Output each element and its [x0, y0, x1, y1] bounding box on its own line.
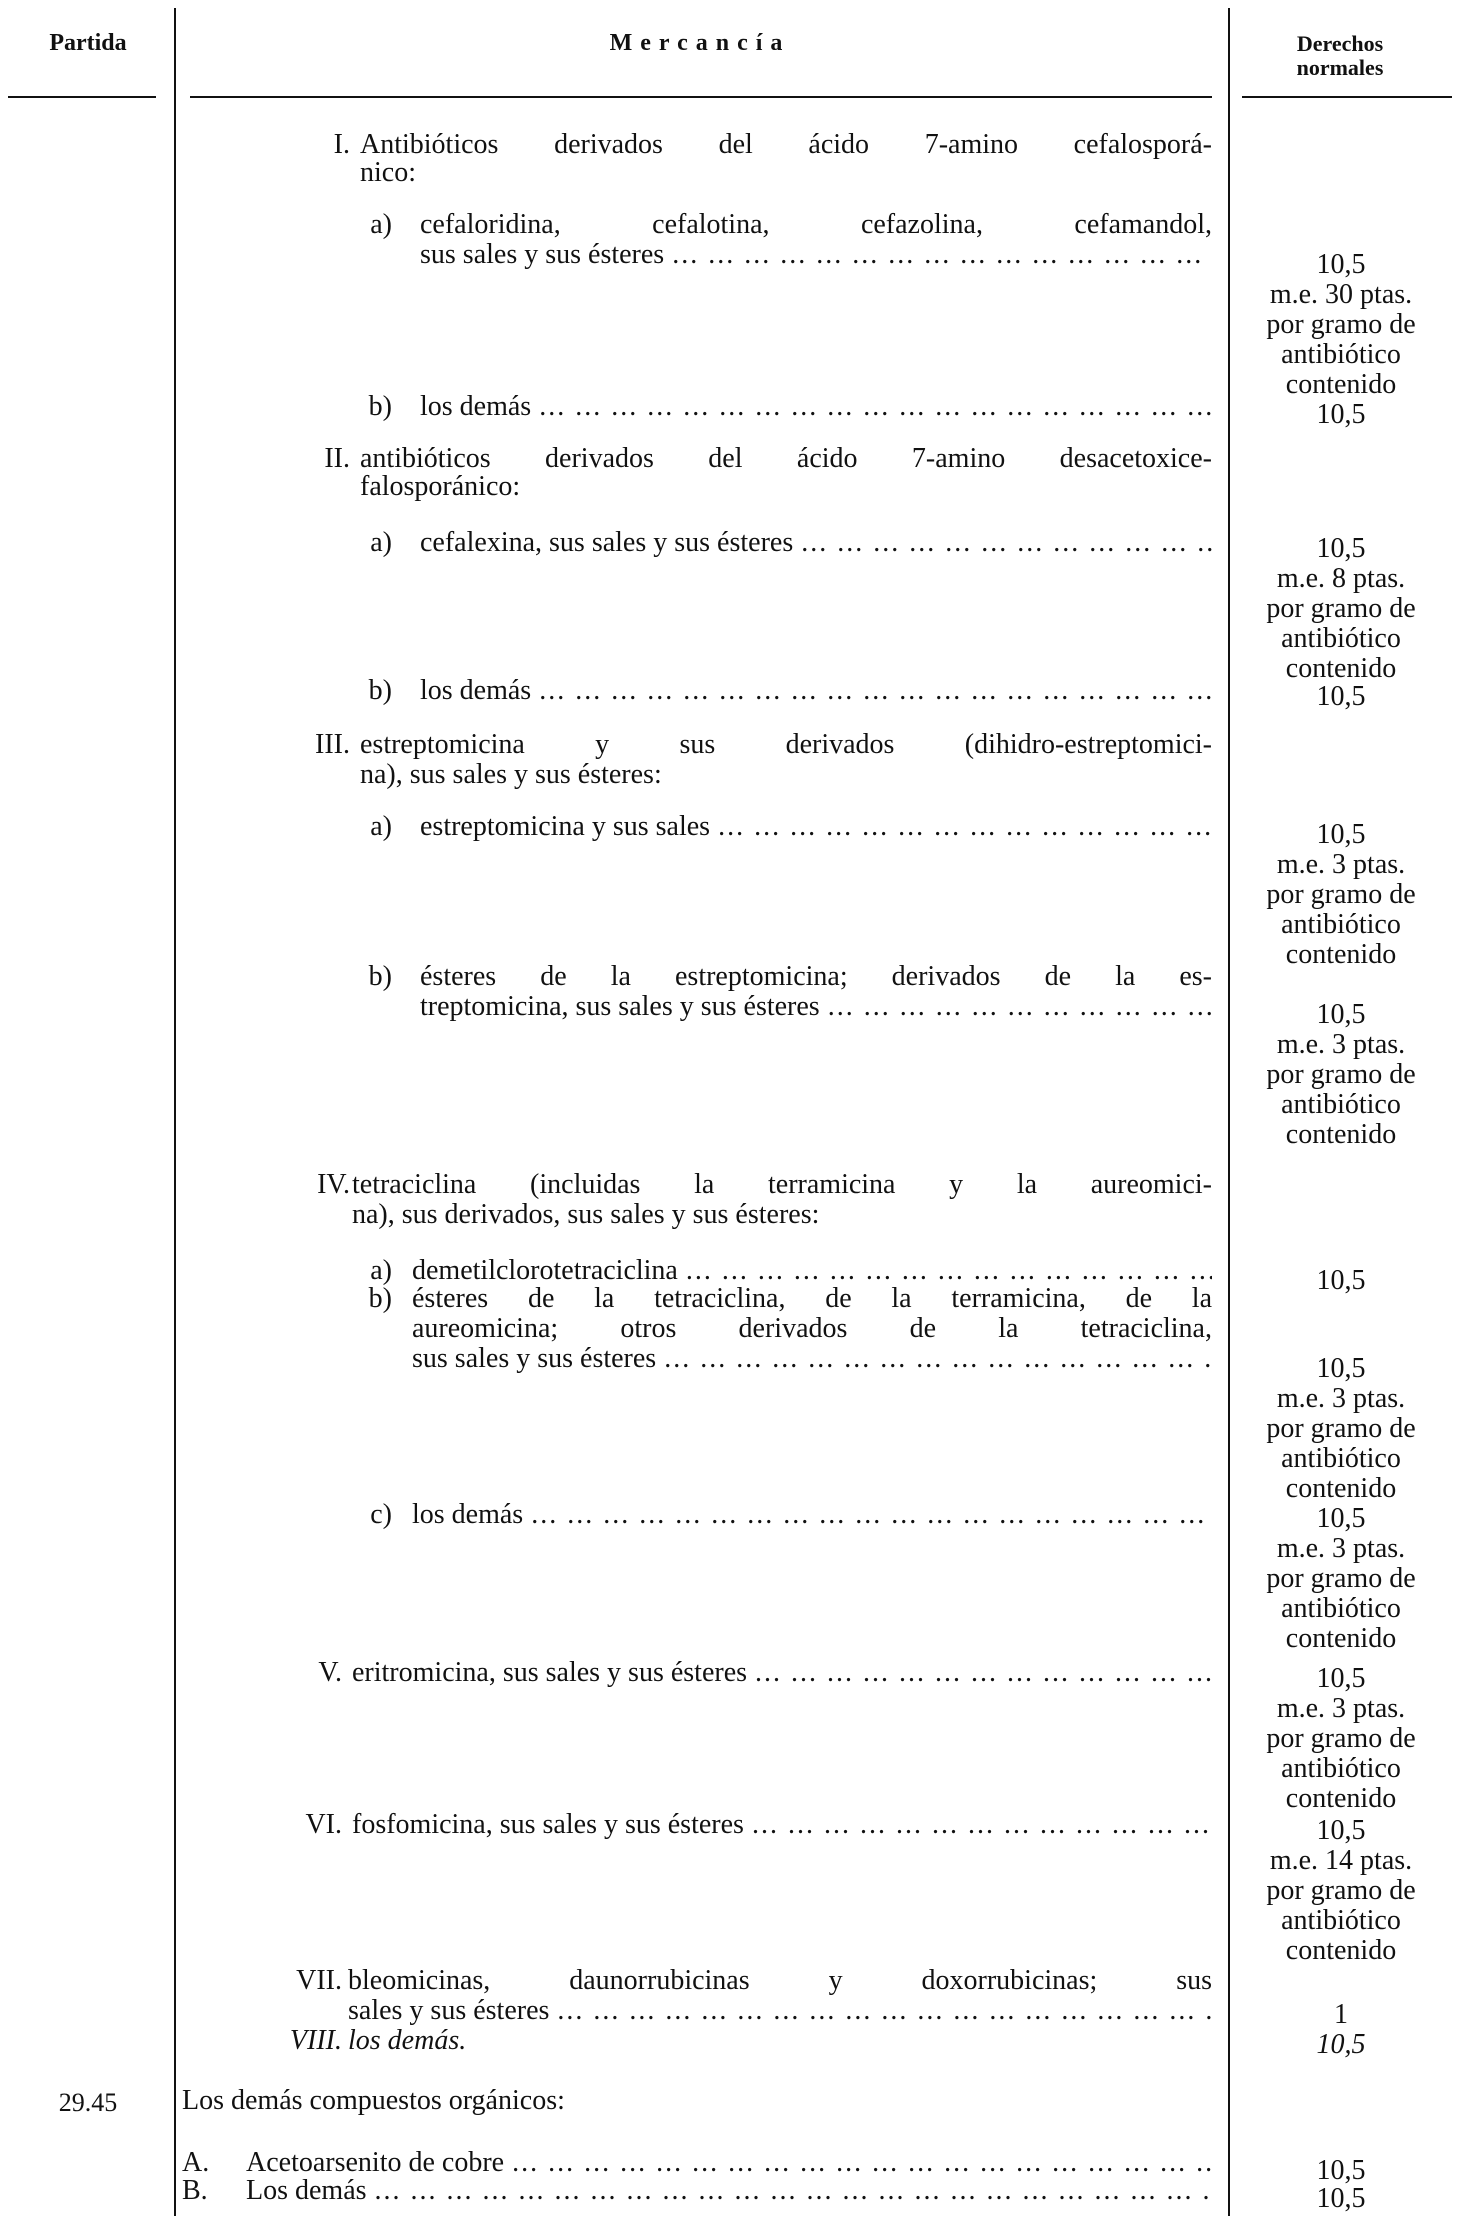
duty-line: antibiótico	[1281, 1753, 1401, 1784]
row-label-II: II.	[324, 443, 350, 474]
row-label-IVb: b)	[368, 1283, 392, 1314]
row-text-B-text: Los demás	[246, 2176, 367, 2206]
row-text-III-2: na), sus sales y sus ésteres:	[360, 760, 662, 790]
header-rule-partida	[8, 96, 156, 98]
derechos-header	[1240, 32, 1440, 80]
duty-line: 10,5	[1316, 1353, 1366, 1384]
row-label-VI: VI.	[305, 1809, 342, 1840]
duty-line: contenido	[1285, 1783, 1397, 1814]
row-label-IV: IV.	[317, 1169, 350, 1200]
duty-line: 10,5	[1316, 2029, 1366, 2060]
row-text-Ia-1: cefaloridina, cefalotina, cefazolina, cefamandol,	[420, 210, 1212, 240]
row-text-IIIb-1: ésteres de la estreptomicina; derivados de la es-	[420, 962, 1212, 992]
duty-line: antibiótico	[1281, 339, 1401, 370]
row-text-Ia-2-text: sus sales y sus ésteres	[420, 240, 665, 270]
duty-IVa	[1230, 1266, 1452, 1296]
row-label-VIII: VIII.	[289, 2025, 342, 2056]
duty-IIb	[1230, 682, 1452, 712]
dot-leader	[755, 1658, 1212, 1688]
header-rule-derechos	[1242, 96, 1452, 98]
duty-line: m.e. 3 ptas.	[1276, 1029, 1406, 1060]
row-text-Ia-2	[420, 240, 1212, 270]
row-text-IVb-2: aureomicina; otros derivados de la tetraciclina,	[412, 1314, 1212, 1344]
row-label-B: B.	[182, 2175, 208, 2206]
row-label-IIIa: a)	[370, 811, 392, 842]
row-label-I: I.	[333, 129, 350, 160]
row-label-IVc: c)	[370, 1499, 392, 1530]
duty-line: por gramo de	[1266, 309, 1416, 340]
duty-line: contenido	[1285, 653, 1397, 684]
duty-line: contenido	[1285, 1623, 1397, 1654]
row-label-A: A.	[182, 2147, 210, 2178]
row-label-Ib: b)	[368, 391, 392, 422]
row-text-IVb-3-text: sus sales y sus ésteres	[412, 1344, 657, 1374]
row-text-V-text: eritromicina, sus sales y sus ésteres	[352, 1658, 748, 1688]
dot-leader	[531, 1500, 1212, 1530]
row-label-III: III.	[315, 729, 350, 760]
header-rule-mercancia	[190, 96, 1212, 98]
duty-line: antibiótico	[1281, 909, 1401, 940]
dot-leader	[828, 992, 1212, 1022]
duty-IIa	[1230, 534, 1452, 684]
row-text-II-1: antibióticos derivados del ácido 7-amino desacetoxice-	[360, 444, 1212, 474]
duty-line: 10,5	[1316, 1265, 1366, 1296]
row-label-V: V.	[318, 1657, 342, 1688]
row-text-IIIa	[420, 812, 1212, 842]
duty-line: por gramo de	[1266, 593, 1416, 624]
row-text-IIIa-text: estreptomicina y sus sales	[420, 812, 711, 842]
dot-leader	[539, 676, 1212, 706]
duty-line: 10,5	[1316, 2183, 1366, 2214]
row-text-IVb-3	[412, 1344, 1212, 1374]
row-text-IVc	[412, 1500, 1212, 1530]
duty-line: m.e. 3 ptas.	[1276, 1693, 1406, 1724]
duty-line: m.e. 14 ptas.	[1269, 1845, 1413, 1876]
duty-VI	[1230, 1816, 1452, 1966]
duty-B	[1230, 2184, 1452, 2214]
row-text-IVb-1: ésteres de la tetraciclina, de la terramicina, de la	[412, 1284, 1212, 1314]
duty-Ib	[1230, 400, 1452, 430]
column-divider-left	[174, 8, 176, 2216]
dot-leader	[718, 812, 1212, 842]
mercancia-header: Mercancía	[609, 30, 791, 56]
row-text-IIb-text: los demás	[420, 676, 532, 706]
row-text-V	[352, 1658, 1212, 1688]
duty-line: 10,5	[1316, 1663, 1366, 1694]
row-text-II-2: falosporánico:	[360, 472, 521, 502]
dot-leader	[375, 2176, 1212, 2206]
duty-line: m.e. 8 ptas.	[1276, 563, 1406, 594]
row-text-Ib	[420, 392, 1212, 422]
duty-line: antibiótico	[1281, 1593, 1401, 1624]
duty-line: por gramo de	[1266, 1413, 1416, 1444]
duty-line: m.e. 30 ptas.	[1269, 279, 1413, 310]
duty-line: contenido	[1285, 1473, 1397, 1504]
duty-line: por gramo de	[1266, 879, 1416, 910]
duty-line: antibiótico	[1281, 1089, 1401, 1120]
row-text-IVa-text: demetilclorotetraciclina	[412, 1256, 678, 1286]
duty-line: 10,5	[1316, 399, 1366, 430]
duty-line: contenido	[1285, 1119, 1397, 1150]
row-text-IVc-text: los demás	[412, 1500, 524, 1530]
row-label-IIa: a)	[370, 527, 392, 558]
duty-line: m.e. 3 ptas.	[1276, 849, 1406, 880]
derechos-header-line1: Derechos	[1296, 31, 1384, 56]
duty-Ia	[1230, 250, 1452, 400]
duty-line: antibiótico	[1281, 1905, 1401, 1936]
duty-line: 10,5	[1316, 819, 1366, 850]
duty-line: 10,5	[1316, 681, 1366, 712]
duty-line: 10,5	[1316, 999, 1366, 1030]
row-text-III-1: estreptomicina y sus derivados (dihidro-estreptomici-	[360, 730, 1212, 760]
dot-leader	[672, 240, 1212, 270]
row-text-Ib-text: los demás	[420, 392, 532, 422]
duty-line: contenido	[1285, 939, 1397, 970]
row-text-IVa	[412, 1256, 1212, 1286]
duty-line: por gramo de	[1266, 1563, 1416, 1594]
duty-line: por gramo de	[1266, 1723, 1416, 1754]
duty-A	[1230, 2156, 1452, 2186]
dot-leader	[557, 1996, 1212, 2026]
dot-leader	[752, 1810, 1212, 1840]
row-text-B	[246, 2176, 1212, 2206]
duty-line: contenido	[1285, 1935, 1397, 1966]
duty-line: por gramo de	[1266, 1875, 1416, 1906]
duty-line: contenido	[1285, 369, 1397, 400]
row-label-VII: VII.	[296, 1965, 342, 1996]
row-text-VI-text: fosfomicina, sus sales y sus ésteres	[352, 1810, 744, 1840]
dot-leader	[664, 1344, 1212, 1374]
partida-header: Partida	[49, 30, 127, 56]
duty-IVc	[1230, 1504, 1452, 1654]
row-text-I-1: Antibióticos derivados del ácido 7-amino cefalosporá-	[360, 130, 1212, 160]
duty-V	[1230, 1664, 1452, 1814]
dot-leader	[801, 528, 1212, 558]
derechos-header-line2: normales	[1296, 55, 1384, 80]
row-label-IIIb: b)	[368, 961, 392, 992]
row-text-A-text: Acetoarsenito de cobre	[246, 2148, 505, 2178]
duty-line: 10,5	[1316, 1815, 1366, 1846]
row-label-IVa: a)	[370, 1255, 392, 1286]
duty-VII	[1230, 2000, 1452, 2030]
dot-leader	[512, 2148, 1212, 2178]
dot-leader	[686, 1256, 1212, 1286]
duty-line: 1	[1334, 1999, 1348, 2030]
row-text-IIa-text: cefalexina, sus sales y sus ésteres	[420, 528, 794, 558]
row-text-IIIb-2	[420, 992, 1212, 1022]
row-label-IIb: b)	[368, 675, 392, 706]
row-text-I-2: nico:	[360, 158, 416, 188]
duty-line: 10,5	[1316, 249, 1366, 280]
row-text-IIIb-2-text: treptomicina, sus sales y sus ésteres	[420, 992, 820, 1022]
partida-code-29-45: 29.45	[58, 2088, 118, 2117]
duty-line: antibiótico	[1281, 623, 1401, 654]
duty-line: m.e. 3 ptas.	[1276, 1383, 1406, 1414]
duty-line: por gramo de	[1266, 1059, 1416, 1090]
row-text-A	[246, 2148, 1212, 2178]
duty-line: antibiótico	[1281, 1443, 1401, 1474]
duty-IIIa	[1230, 820, 1452, 970]
duty-line: 10,5	[1316, 533, 1366, 564]
duty-IVb	[1230, 1354, 1452, 1504]
duty-IIIb	[1230, 1000, 1452, 1150]
row-text-VII-2-text: sales y sus ésteres	[348, 1996, 550, 2026]
row-text-VII-2	[348, 1996, 1212, 2026]
row-text-IIb	[420, 676, 1212, 706]
row-text-2945: Los demás compuestos orgánicos:	[182, 2086, 565, 2116]
row-text-VI	[352, 1810, 1212, 1840]
row-text-IV-2: na), sus derivados, sus sales y sus ésteres:	[352, 1200, 820, 1230]
duty-line: 10,5	[1316, 2155, 1366, 2186]
row-text-IV-1: tetraciclina (incluidas la terramicina y la aureomici-	[352, 1170, 1212, 1200]
row-label-Ia: a)	[370, 209, 392, 240]
row-text-VII-1: bleomicinas, daunorrubicinas y doxorrubicinas; sus	[348, 1966, 1212, 1996]
row-text-VIII: los demás.	[348, 2026, 467, 2056]
duty-line: m.e. 3 ptas.	[1276, 1533, 1406, 1564]
dot-leader	[539, 392, 1212, 422]
duty-VIII	[1230, 2030, 1452, 2060]
duty-line: 10,5	[1316, 1503, 1366, 1534]
row-text-IIa	[420, 528, 1212, 558]
